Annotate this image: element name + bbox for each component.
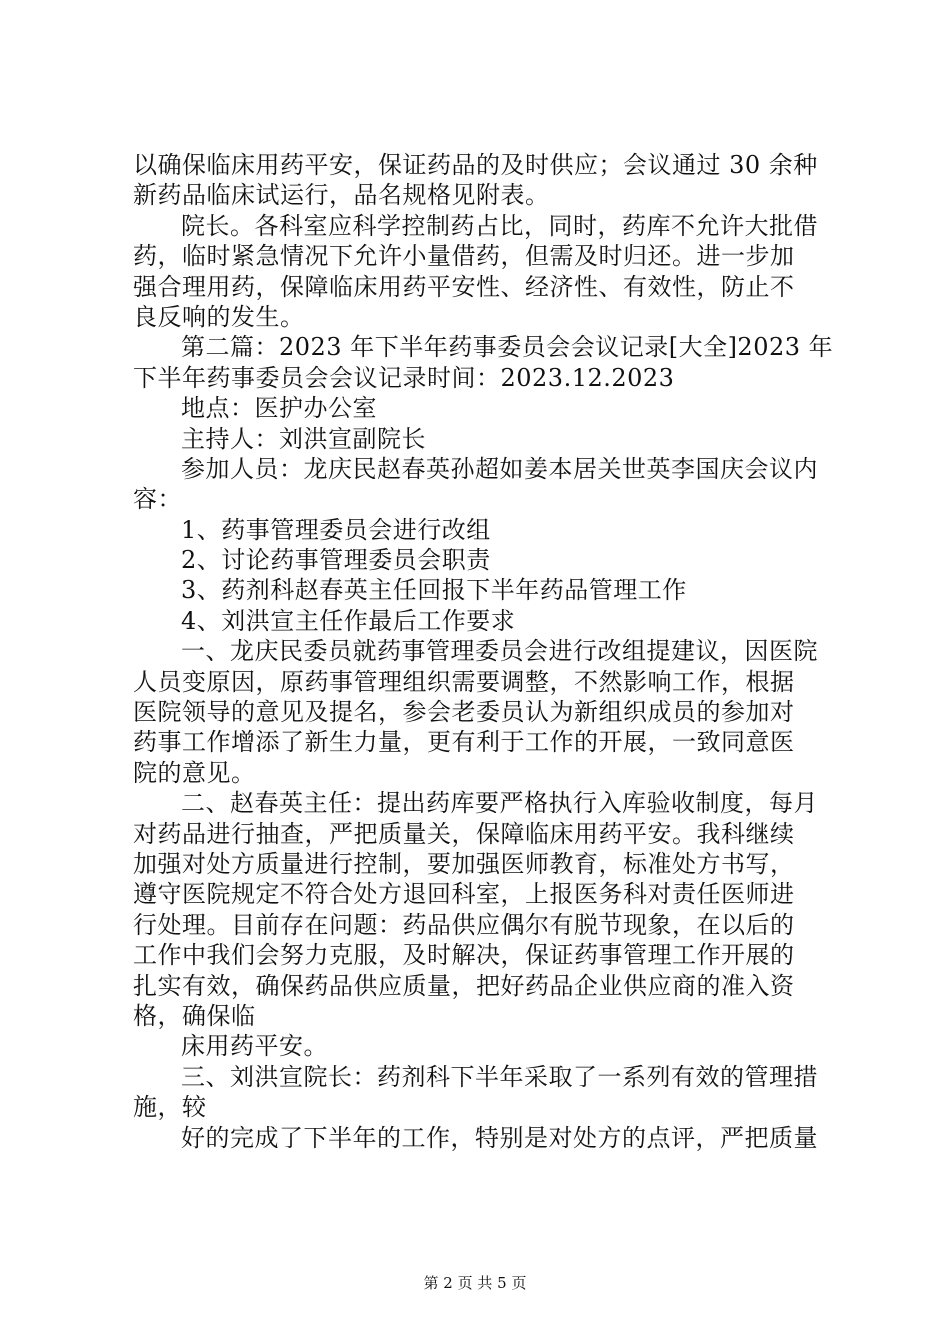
section-heading: 第二篇：2023 年下半年药事委员会会议记录[大全]2023 年 (181, 333, 834, 362)
text-line: 三、刘洪宣院长：药剂科下半年采取了一系列有效的管理措 (181, 1062, 818, 1091)
agenda-item: 1、药事管理委员会进行改组 (181, 515, 491, 544)
text-line: 院长。各科室应科学控制药占比，同时，药库不允许大批借 (181, 211, 818, 240)
text-line: 工作中我们会努力克服，及时解决，保证药事管理工作开展的 (133, 941, 795, 970)
text-line: 人员变原因，原药事管理组织需要调整，不然影响工作，根据 (133, 667, 795, 696)
text-line: 格，确保临 (133, 1001, 256, 1030)
text-line: 药事工作增添了新生力量，更有利于工作的开展，一致同意医 (133, 728, 795, 757)
meeting-location: 地点：医护办公室 (181, 394, 377, 423)
text-line: 好的完成了下半年的工作，特别是对处方的点评，严把质量 (181, 1123, 818, 1152)
text-line: 床用药平安。 (181, 1032, 328, 1061)
text-line: 加强对处方质量进行控制，要加强医师教育，标准处方书写， (133, 849, 795, 878)
meeting-attendees: 参加人员：龙庆民赵春英孙超如姜本居关世英李国庆会议内 (181, 454, 818, 483)
page-number-footer: 第 2 页 共 5 页 (423, 1274, 527, 1292)
agenda-item: 3、药剂科赵春英主任回报下半年药品管理工作 (181, 576, 687, 605)
text-line: 行处理。目前存在问题：药品供应偶尔有脱节现象，在以后的 (133, 910, 795, 939)
meeting-host: 主持人：刘洪宣副院长 (181, 424, 426, 453)
text-line: 新药品临床试运行，品名规格见附表。 (133, 181, 550, 210)
text-line: 下半年药事委员会会议记录时间：2023.12.2023 (133, 363, 675, 392)
text-line: 对药品进行抽查，严把质量关，保障临床用药平安。我科继续 (133, 819, 795, 848)
text-line: 遵守医院规定不符合处方退回科室，上报医务科对责任医师进 (133, 880, 795, 909)
agenda-item: 4、刘洪宣主任作最后工作要求 (181, 606, 516, 635)
text-line: 施，较 (133, 1093, 207, 1122)
text-line: 容： (133, 485, 182, 514)
text-line: 良反响的发生。 (133, 302, 305, 331)
document-body (133, 150, 838, 1153)
text-line: 院的意见。 (133, 758, 256, 787)
text-line: 医院领导的意见及提名，参会老委员认为新组织成员的参加对 (133, 698, 795, 727)
agenda-item: 2、讨论药事管理委员会职责 (181, 546, 491, 575)
text-line: 扎实有效，确保药品供应质量，把好药品企业供应商的准入资 (133, 971, 795, 1000)
text-line: 以确保临床用药平安，保证药品的及时供应；会议通过 30 余种 (133, 151, 818, 179)
text-line: 强合理用药，保障临床用药平安性、经济性、有效性，防止不 (133, 272, 795, 301)
text-line: 药，临时紧急情况下允许小量借药，但需及时归还。进一步加 (133, 242, 795, 271)
text-line: 一、龙庆民委员就药事管理委员会进行改组提建议，因医院 (181, 637, 818, 666)
text-line: 二、赵春英主任：提出药库要严格执行入库验收制度，每月 (181, 789, 818, 818)
